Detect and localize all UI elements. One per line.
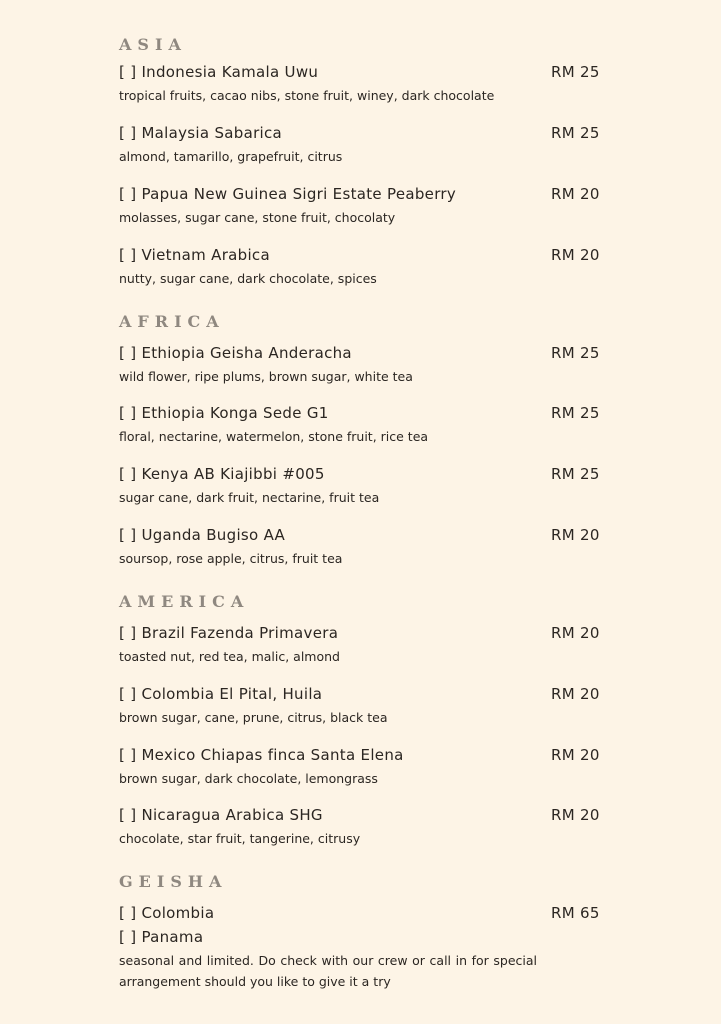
item-name: [ ] Kenya AB Kiajibbi #005 (119, 465, 325, 483)
item-name: [ ] Uganda Bugiso AA (119, 526, 286, 544)
item-notes: wild flower, ripe plums, brown sugar, white tea (119, 369, 413, 384)
item-price: RM 25 (551, 344, 600, 362)
item-name: [ ] Brazil Fazenda Primavera (119, 624, 339, 642)
item-notes: soursop, rose apple, citrus, fruit tea (119, 551, 343, 566)
item-name: [ ] Vietnam Arabica (119, 246, 270, 264)
item-name: [ ] Nicaragua Arabica SHG (119, 806, 323, 824)
item-name: [ ] Panama (119, 928, 204, 946)
item-price: RM 25 (551, 63, 600, 81)
item-name: [ ] Mexico Chiapas finca Santa Elena (119, 746, 404, 764)
item-name: [ ] Colombia El Pital, Huila (119, 685, 323, 703)
item-notes: brown sugar, dark chocolate, lemongrass (119, 771, 378, 786)
item-notes: brown sugar, cane, prune, citrus, black tea (119, 710, 388, 725)
item-notes: sugar cane, dark fruit, nectarine, fruit tea (119, 490, 380, 505)
item-name: [ ] Malaysia Sabarica (119, 124, 283, 142)
item-name: [ ] Indonesia Kamala Uwu (119, 63, 319, 81)
item-price: RM 25 (551, 465, 600, 483)
section-title-geisha: GEISHA (119, 872, 228, 891)
item-notes: tropical fruits, cacao nibs, stone fruit, winey, dark chocolate (119, 88, 495, 103)
item-price: RM 20 (551, 685, 600, 703)
item-price: RM 20 (551, 185, 600, 203)
item-price: RM 20 (551, 526, 600, 544)
section-title-africa: AFRICA (119, 312, 225, 331)
item-price: RM 20 (551, 624, 600, 642)
item-price: RM 65 (551, 904, 600, 922)
section-title-asia: ASIA (119, 35, 187, 54)
item-notes: toasted nut, red tea, malic, almond (119, 649, 340, 664)
item-notes: nutty, sugar cane, dark chocolate, spices (119, 271, 377, 286)
section-title-america: AMERICA (119, 592, 250, 611)
geisha-note: seasonal and limited. Do check with our crew or call in for special arrangement should you like to give it a try (119, 953, 537, 989)
item-notes: chocolate, star fruit, tangerine, citrusy (119, 831, 361, 846)
item-name: [ ] Ethiopia Geisha Anderacha (119, 344, 352, 362)
item-price: RM 20 (551, 746, 600, 764)
item-name: [ ] Papua New Guinea Sigri Estate Peaberry (119, 185, 457, 203)
item-price: RM 25 (551, 404, 600, 422)
item-name: [ ] Colombia (119, 904, 215, 922)
item-notes: molasses, sugar cane, stone fruit, chocolaty (119, 210, 396, 225)
item-notes: floral, nectarine, watermelon, stone fruit, rice tea (119, 429, 429, 444)
item-price: RM 25 (551, 124, 600, 142)
item-price: RM 20 (551, 806, 600, 824)
item-notes: almond, tamarillo, grapefruit, citrus (119, 149, 343, 164)
item-price: RM 20 (551, 246, 600, 264)
item-name: [ ] Ethiopia Konga Sede G1 (119, 404, 329, 422)
